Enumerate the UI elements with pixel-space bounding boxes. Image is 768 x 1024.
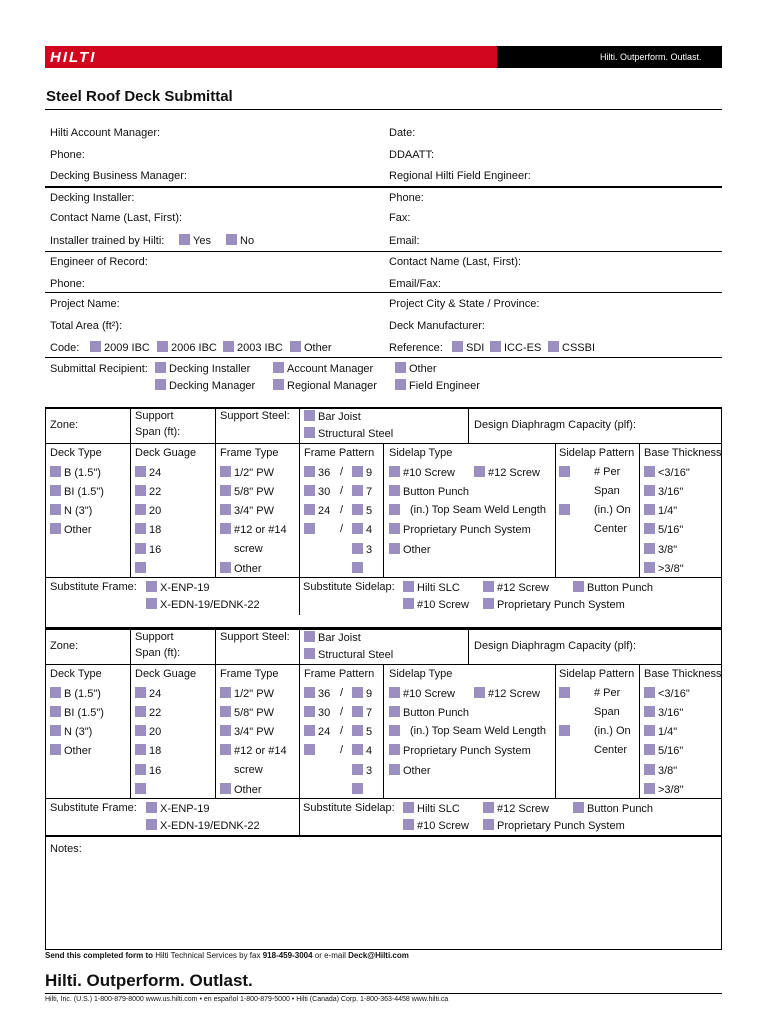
sidelap-per-span-checkbox[interactable] xyxy=(559,466,573,480)
sidelap-on-center-checkbox[interactable] xyxy=(559,725,573,739)
zone-line xyxy=(130,407,131,577)
gauge-checkbox[interactable]: 22 xyxy=(135,485,161,499)
sidelap-type-header: Sidelap Type xyxy=(389,668,453,680)
sub-sidelap-proprietary-checkbox[interactable]: Proprietary Punch System xyxy=(483,819,625,833)
base-thickness-checkbox[interactable]: 3/8" xyxy=(644,764,677,778)
installer-trained-label: Installer trained by Hilti: xyxy=(50,235,165,247)
support-steel-label: Support Steel: xyxy=(220,631,290,643)
engineer-email-fax-label: Email/Fax: xyxy=(389,278,441,290)
frame-other-checkbox[interactable]: Other xyxy=(220,562,262,576)
zone-line xyxy=(299,577,300,615)
frame-pattern-separator: / xyxy=(340,706,344,718)
installer-phone-label: Phone: xyxy=(389,192,424,204)
sidelap-on-label: (in.) On xyxy=(594,504,631,516)
zone-line xyxy=(215,628,216,798)
zone-line xyxy=(383,443,384,577)
frame-type-checkbox[interactable]: 3/4" PW xyxy=(220,504,274,518)
frame-type-checkbox[interactable]: #12 or #14 xyxy=(220,523,287,537)
sidelap-type-header: Sidelap Type xyxy=(389,447,453,459)
base-thickness-checkbox[interactable]: >3/8" xyxy=(644,783,684,797)
zone-line xyxy=(468,407,469,443)
support-span-label: Span (ft): xyxy=(135,647,181,659)
support-span-label: Support xyxy=(135,631,174,643)
sidelap-span-label: Span xyxy=(594,706,620,718)
deck-gauge-header: Deck Guage xyxy=(135,447,197,459)
sidelap-10-screw-checkbox[interactable]: #10 Screw xyxy=(389,687,455,701)
divider xyxy=(45,109,722,110)
zone-line xyxy=(555,443,556,577)
frame-pattern-right-checkbox[interactable]: 5 xyxy=(352,725,372,739)
sidelap-proprietary-checkbox[interactable]: Proprietary Punch System xyxy=(389,744,531,758)
frame-pattern-left-blank[interactable] xyxy=(304,744,318,758)
frame-pattern-separator: / xyxy=(340,504,344,516)
sidelap-center-label: Center xyxy=(594,523,628,535)
base-thickness-checkbox[interactable]: <3/16" xyxy=(644,687,690,701)
deck-type-checkbox[interactable]: Other xyxy=(50,744,92,758)
frame-type-checkbox[interactable]: 1/2" PW xyxy=(220,466,274,480)
sub-sidelap-slc-checkbox[interactable]: Hilti SLC xyxy=(403,581,460,595)
sidelap-span-label: Span xyxy=(594,485,620,497)
base-thickness-checkbox[interactable]: >3/8" xyxy=(644,562,684,576)
account-manager-label: Hilti Account Manager: xyxy=(50,127,161,139)
ref-cssbi-checkbox[interactable]: CSSBI xyxy=(548,341,595,355)
divider xyxy=(45,993,722,994)
zone-line xyxy=(45,577,722,578)
frame-pattern-right-checkbox[interactable]: 7 xyxy=(352,485,372,499)
frame-screw-text: screw xyxy=(234,764,263,776)
substitute-frame-label: Substitute Frame: xyxy=(50,581,137,593)
frame-pattern-right-checkbox[interactable]: 4 xyxy=(352,523,372,537)
divider xyxy=(45,357,722,358)
zone-line xyxy=(555,664,556,798)
notes-box[interactable] xyxy=(45,836,722,950)
base-thickness-checkbox[interactable]: <3/16" xyxy=(644,466,690,480)
sidelap-per-span-checkbox[interactable] xyxy=(559,687,573,701)
sub-sidelap-10-checkbox[interactable]: #10 Screw xyxy=(403,819,469,833)
frame-type-header: Frame Type xyxy=(220,668,279,680)
base-thickness-checkbox[interactable]: 5/16" xyxy=(644,744,683,758)
frame-pattern-right-checkbox[interactable]: 3 xyxy=(352,764,372,778)
zone-line xyxy=(639,664,640,798)
gauge-checkbox[interactable]: 16 xyxy=(135,764,161,778)
diaphragm-capacity-label: Design Diaphragm Capacity (plf): xyxy=(474,419,637,431)
project-name-label: Project Name: xyxy=(50,298,120,310)
sidelap-button-punch-checkbox[interactable]: Button Punch xyxy=(389,485,469,499)
base-thickness-header: Base Thickness xyxy=(644,447,722,459)
bar-joist-checkbox[interactable]: Bar Joist xyxy=(304,631,361,645)
frame-pattern-left-checkbox[interactable]: 24 xyxy=(304,504,330,518)
deck-type-header: Deck Type xyxy=(50,447,102,459)
frame-type-checkbox[interactable]: 3/4" PW xyxy=(220,725,274,739)
support-span-label: Span (ft): xyxy=(135,426,181,438)
sub-sidelap-button-checkbox[interactable]: Button Punch xyxy=(573,802,653,816)
zone-line xyxy=(299,664,300,798)
ddaatt-label: DDAATT: xyxy=(389,149,435,161)
frame-screw-text: screw xyxy=(234,543,263,555)
zone-line xyxy=(299,628,300,664)
deck-type-checkbox[interactable]: N (3") xyxy=(50,725,92,739)
recipient-decking-installer[interactable]: Decking Installer xyxy=(155,362,250,376)
ref-sdi-checkbox[interactable]: SDI xyxy=(452,341,484,355)
sidelap-12-screw-checkbox[interactable]: #12 Screw xyxy=(474,687,540,701)
frame-pattern-separator: / xyxy=(340,523,344,535)
gauge-checkbox[interactable]: 20 xyxy=(135,725,161,739)
sidelap-per-label: # Per xyxy=(594,687,621,699)
frame-pattern-right-blank[interactable] xyxy=(352,783,366,797)
structural-steel-checkbox[interactable]: Structural Steel xyxy=(304,427,393,441)
recipient-decking-manager[interactable]: Decking Manager xyxy=(155,379,255,393)
frame-pattern-left-checkbox[interactable]: 36 xyxy=(304,687,330,701)
recipient-regional-manager[interactable]: Regional Manager xyxy=(273,379,377,393)
divider xyxy=(45,292,722,293)
page-title: Steel Roof Deck Submittal xyxy=(46,88,233,105)
notes-label: Notes: xyxy=(50,843,82,855)
sub-frame-xedn-checkbox[interactable]: X-EDN-19/EDNK-22 xyxy=(146,819,260,833)
frame-type-header: Frame Type xyxy=(220,447,279,459)
sidelap-other-checkbox[interactable]: Other xyxy=(389,543,431,557)
zone-line xyxy=(299,443,300,577)
frame-pattern-header: Frame Pattern xyxy=(304,447,375,459)
frame-pattern-separator: / xyxy=(340,485,344,497)
sidelap-weld-checkbox[interactable] xyxy=(389,725,403,739)
zone-line xyxy=(215,407,216,577)
gauge-blank-checkbox[interactable] xyxy=(135,562,149,576)
frame-pattern-separator: / xyxy=(340,725,344,737)
footer-contact: Hilti, Inc. (U.S.) 1-800-879-8000 www.us.hilti.com • en español 1-800-879-5000 • Hilti (Canada) Corp. 1-800-363-4458 www.hilti.ca xyxy=(45,996,449,1003)
decking-installer-label: Decking Installer: xyxy=(50,192,135,204)
code-other-checkbox[interactable]: Other xyxy=(290,341,332,355)
frame-type-checkbox[interactable]: #12 or #14 xyxy=(220,744,287,758)
base-thickness-checkbox[interactable]: 3/8" xyxy=(644,543,677,557)
ref-icc-checkbox[interactable]: ICC-ES xyxy=(490,341,541,355)
zone-line xyxy=(130,628,131,798)
reference-label: Reference: xyxy=(389,342,443,354)
frame-type-checkbox[interactable]: 1/2" PW xyxy=(220,687,274,701)
frame-pattern-separator: / xyxy=(340,744,344,756)
code-2006-checkbox[interactable]: 2006 IBC xyxy=(157,341,217,355)
sub-frame-xedn-checkbox[interactable]: X-EDN-19/EDNK-22 xyxy=(146,598,260,612)
frame-type-checkbox[interactable]: 5/8" PW xyxy=(220,706,274,720)
zone-line xyxy=(299,798,300,836)
deck-type-checkbox[interactable]: BI (1.5") xyxy=(50,706,104,720)
recipient-account-manager[interactable]: Account Manager xyxy=(273,362,373,376)
sidelap-on-center-checkbox[interactable] xyxy=(559,504,573,518)
substitute-frame-label: Substitute Frame: xyxy=(50,802,137,814)
frame-pattern-right-checkbox[interactable]: 9 xyxy=(352,466,372,480)
sidelap-button-punch-checkbox[interactable]: Button Punch xyxy=(389,706,469,720)
header-red-band xyxy=(45,46,497,68)
field-engineer-label: Regional Hilti Field Engineer: xyxy=(389,170,531,182)
decking-business-manager-label: Decking Business Manager: xyxy=(50,170,187,182)
yes-checkbox[interactable]: Yes xyxy=(179,234,211,248)
zone-line xyxy=(45,798,722,799)
frame-pattern-right-checkbox[interactable]: 9 xyxy=(352,687,372,701)
base-thickness-checkbox[interactable]: 3/16" xyxy=(644,706,683,720)
frame-pattern-left-checkbox[interactable]: 30 xyxy=(304,706,330,720)
support-span-label: Support xyxy=(135,410,174,422)
structural-steel-checkbox[interactable]: Structural Steel xyxy=(304,648,393,662)
zone-label: Zone: xyxy=(50,640,79,652)
sub-sidelap-slc-checkbox[interactable]: Hilti SLC xyxy=(403,802,460,816)
sidelap-on-label: (in.) On xyxy=(594,725,631,737)
sub-frame-xenp-checkbox[interactable]: X-ENP-19 xyxy=(146,802,210,816)
divider xyxy=(45,186,722,188)
gauge-checkbox[interactable]: 22 xyxy=(135,706,161,720)
base-thickness-checkbox[interactable]: 1/4" xyxy=(644,725,677,739)
footer-slogan: Hilti. Outperform. Outlast. xyxy=(45,971,253,990)
fax-label: Fax: xyxy=(389,212,411,224)
project-city-label: Project City & State / Province: xyxy=(389,298,540,310)
sub-frame-xenp-checkbox[interactable]: X-ENP-19 xyxy=(146,581,210,595)
deck-type-checkbox[interactable]: BI (1.5") xyxy=(50,485,104,499)
sidelap-weld-checkbox[interactable] xyxy=(389,504,403,518)
zone-line xyxy=(299,407,300,443)
frame-pattern-right-checkbox[interactable]: 7 xyxy=(352,706,372,720)
recipient-other[interactable]: Other xyxy=(395,362,437,376)
engineer-of-record-label: Engineer of Record: xyxy=(50,256,148,268)
engineer-phone-label: Phone: xyxy=(50,278,85,290)
date-label: Date: xyxy=(389,127,416,139)
sidelap-weld-label: (in.) Top Seam Weld Length xyxy=(410,725,546,737)
code-2003-checkbox[interactable]: 2003 IBC xyxy=(223,341,283,355)
sidelap-10-screw-checkbox[interactable]: #10 Screw xyxy=(389,466,455,480)
gauge-checkbox[interactable]: 24 xyxy=(135,466,161,480)
deck-type-header: Deck Type xyxy=(50,668,102,680)
gauge-checkbox[interactable]: 24 xyxy=(135,687,161,701)
support-steel-label: Support Steel: xyxy=(220,410,290,422)
base-thickness-checkbox[interactable]: 1/4" xyxy=(644,504,677,518)
frame-pattern-right-blank[interactable] xyxy=(352,562,366,576)
frame-pattern-separator: / xyxy=(340,687,344,699)
substitute-sidelap-label: Substitute Sidelap: xyxy=(303,802,395,814)
sub-sidelap-10-checkbox[interactable]: #10 Screw xyxy=(403,598,469,612)
gauge-checkbox[interactable]: 18 xyxy=(135,523,161,537)
deck-type-checkbox[interactable]: N (3") xyxy=(50,504,92,518)
no-checkbox[interactable]: No xyxy=(226,234,254,248)
zone-label: Zone: xyxy=(50,419,79,431)
frame-pattern-left-checkbox[interactable]: 30 xyxy=(304,485,330,499)
frame-pattern-left-checkbox[interactable]: 24 xyxy=(304,725,330,739)
recipient-field-engineer[interactable]: Field Engineer xyxy=(395,379,480,393)
sidelap-12-screw-checkbox[interactable]: #12 Screw xyxy=(474,466,540,480)
total-area-label: Total Area (ft²): xyxy=(50,320,123,332)
sidelap-center-label: Center xyxy=(594,744,628,756)
base-thickness-checkbox[interactable]: 5/16" xyxy=(644,523,683,537)
gauge-checkbox[interactable]: 18 xyxy=(135,744,161,758)
frame-pattern-right-checkbox[interactable]: 4 xyxy=(352,744,372,758)
code-2009-checkbox[interactable]: 2009 IBC xyxy=(90,341,150,355)
frame-pattern-right-checkbox[interactable]: 5 xyxy=(352,504,372,518)
frame-pattern-left-blank[interactable] xyxy=(304,523,318,537)
phone-label: Phone: xyxy=(50,149,85,161)
sidelap-other-checkbox[interactable]: Other xyxy=(389,764,431,778)
zone-line xyxy=(468,628,469,664)
send-instructions: Send this completed form to Hilti Technical Services by fax 918-459-3004 or e-mail Deck@Hilti.com xyxy=(45,951,409,960)
zone-line xyxy=(639,443,640,577)
frame-type-checkbox[interactable]: 5/8" PW xyxy=(220,485,274,499)
deck-type-checkbox[interactable]: B (1.5") xyxy=(50,687,101,701)
sidelap-pattern-header: Sidelap Pattern xyxy=(559,447,635,459)
sub-sidelap-12-checkbox[interactable]: #12 Screw xyxy=(483,581,549,595)
engineer-contact-label: Contact Name (Last, First): xyxy=(389,256,522,268)
header-tagline: Hilti. Outperform. Outlast. xyxy=(600,52,702,62)
gauge-blank-checkbox[interactable] xyxy=(135,783,149,797)
sidelap-per-label: # Per xyxy=(594,466,621,478)
deck-type-checkbox[interactable]: Other xyxy=(50,523,92,537)
sidelap-pattern-header: Sidelap Pattern xyxy=(559,668,635,680)
frame-pattern-left-checkbox[interactable]: 36 xyxy=(304,466,330,480)
contact-name-label: Contact Name (Last, First): xyxy=(50,212,183,224)
sidelap-proprietary-checkbox[interactable]: Proprietary Punch System xyxy=(389,523,531,537)
frame-pattern-right-checkbox[interactable]: 3 xyxy=(352,543,372,557)
deck-type-checkbox[interactable]: B (1.5") xyxy=(50,466,101,480)
zone-line xyxy=(383,664,384,798)
sidelap-weld-label: (in.) Top Seam Weld Length xyxy=(410,504,546,516)
deck-manufacturer-label: Deck Manufacturer: xyxy=(389,320,485,332)
divider xyxy=(45,251,722,252)
submittal-recipient-label: Submittal Recipient: xyxy=(50,363,148,375)
diaphragm-capacity-label: Design Diaphragm Capacity (plf): xyxy=(474,640,637,652)
sub-sidelap-proprietary-checkbox[interactable]: Proprietary Punch System xyxy=(483,598,625,612)
hilti-logo: HILTI xyxy=(50,49,97,66)
gauge-checkbox[interactable]: 16 xyxy=(135,543,161,557)
frame-other-checkbox[interactable]: Other xyxy=(220,783,262,797)
deck-gauge-header: Deck Guage xyxy=(135,668,197,680)
base-thickness-checkbox[interactable]: 3/16" xyxy=(644,485,683,499)
sub-sidelap-button-checkbox[interactable]: Button Punch xyxy=(573,581,653,595)
email-label: Email: xyxy=(389,235,420,247)
base-thickness-header: Base Thickness xyxy=(644,668,722,680)
substitute-sidelap-label: Substitute Sidelap: xyxy=(303,581,395,593)
gauge-checkbox[interactable]: 20 xyxy=(135,504,161,518)
sub-sidelap-12-checkbox[interactable]: #12 Screw xyxy=(483,802,549,816)
code-label: Code: xyxy=(50,342,80,354)
frame-pattern-separator: / xyxy=(340,466,344,478)
frame-pattern-header: Frame Pattern xyxy=(304,668,375,680)
bar-joist-checkbox[interactable]: Bar Joist xyxy=(304,410,361,424)
